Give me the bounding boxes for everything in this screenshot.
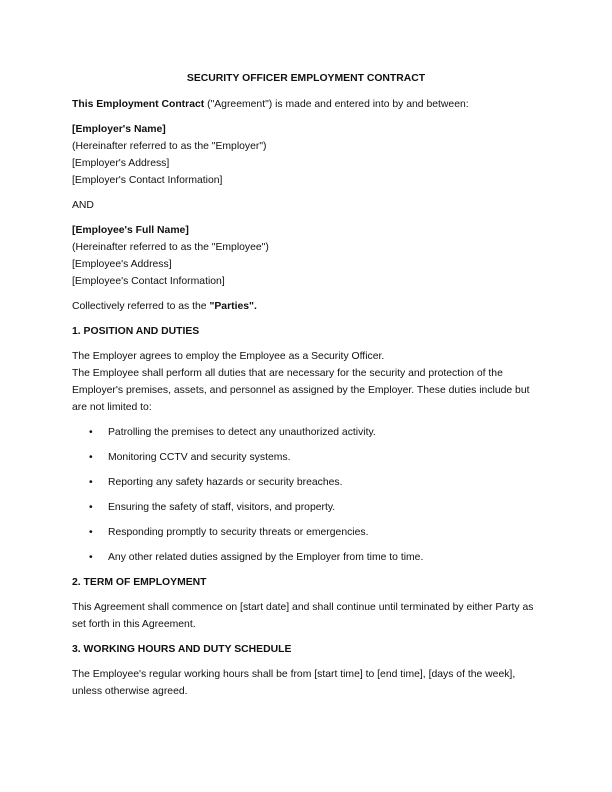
duty-text: Monitoring CCTV and security systems. xyxy=(108,452,291,463)
employee-block xyxy=(72,222,540,290)
bullet-icon: • xyxy=(89,477,93,488)
duty-item xyxy=(72,549,540,566)
parties-text: Collectively referred to as the xyxy=(72,301,210,312)
duty-text: Any other related duties assigned by the Employer from time to time. xyxy=(108,552,424,563)
employee-address: [Employee's Address] xyxy=(72,259,172,270)
bullet-icon: • xyxy=(89,452,93,463)
bullet-icon: • xyxy=(89,527,93,538)
section-3-body: The Employee's regular working hours shall be from [start time] to [end time], [days of the week], unless otherwise agreed. xyxy=(72,669,516,697)
duty-text: Patrolling the premises to detect any unauthorized activity. xyxy=(108,427,376,438)
parties-paragraph xyxy=(72,298,540,315)
parties-bold: "Parties". xyxy=(209,301,257,312)
duty-item xyxy=(72,499,540,516)
intro-paragraph xyxy=(72,96,540,113)
section-1-line-2: The Employee shall perform all duties that are necessary for the security and protection of the Employer's premises, assets, and personnel as assigned by the Employer. These duties include but are not limited to: xyxy=(72,368,530,413)
employer-name: [Employer's Name] xyxy=(72,124,166,135)
bullet-icon: • xyxy=(89,427,93,438)
employer-address: [Employer's Address] xyxy=(72,158,170,169)
duty-item xyxy=(72,424,540,441)
and-separator: AND xyxy=(72,200,94,211)
duty-text: Reporting any safety hazards or security breaches. xyxy=(108,477,343,488)
section-3-heading: 3. WORKING HOURS AND DUTY SCHEDULE xyxy=(72,644,292,655)
duty-item xyxy=(72,474,540,491)
intro-rest: ("Agreement") is made and entered into by and between: xyxy=(204,99,469,110)
intro-bold: This Employment Contract xyxy=(72,99,205,110)
section-2-body: This Agreement shall commence on [start date] and shall continue until terminated by either Party as set forth in this Agreement. xyxy=(72,602,534,630)
bullet-icon: • xyxy=(89,502,93,513)
bullet-icon: • xyxy=(89,552,93,563)
document-title: SECURITY OFFICER EMPLOYMENT CONTRACT xyxy=(186,73,426,84)
duty-item xyxy=(72,449,540,466)
section-1-body xyxy=(72,348,540,416)
employee-contact: [Employee's Contact Information] xyxy=(72,276,225,287)
section-1-heading: 1. POSITION AND DUTIES xyxy=(72,326,200,337)
employer-block xyxy=(72,121,540,189)
duty-text: Ensuring the safety of staff, visitors, and property. xyxy=(108,502,336,513)
employee-name: [Employee's Full Name] xyxy=(72,225,189,236)
duty-item xyxy=(72,524,540,541)
employee-hereinafter: (Hereinafter referred to as the "Employee") xyxy=(72,242,269,253)
section-2-heading: 2. TERM OF EMPLOYMENT xyxy=(72,577,207,588)
duty-text: Responding promptly to security threats or emergencies. xyxy=(108,527,369,538)
employer-contact: [Employer's Contact Information] xyxy=(72,175,223,186)
duties-list xyxy=(72,424,540,566)
employer-hereinafter: (Hereinafter referred to as the "Employer") xyxy=(72,141,267,152)
section-1-line-1: The Employer agrees to employ the Employee as a Security Officer. xyxy=(72,351,385,362)
